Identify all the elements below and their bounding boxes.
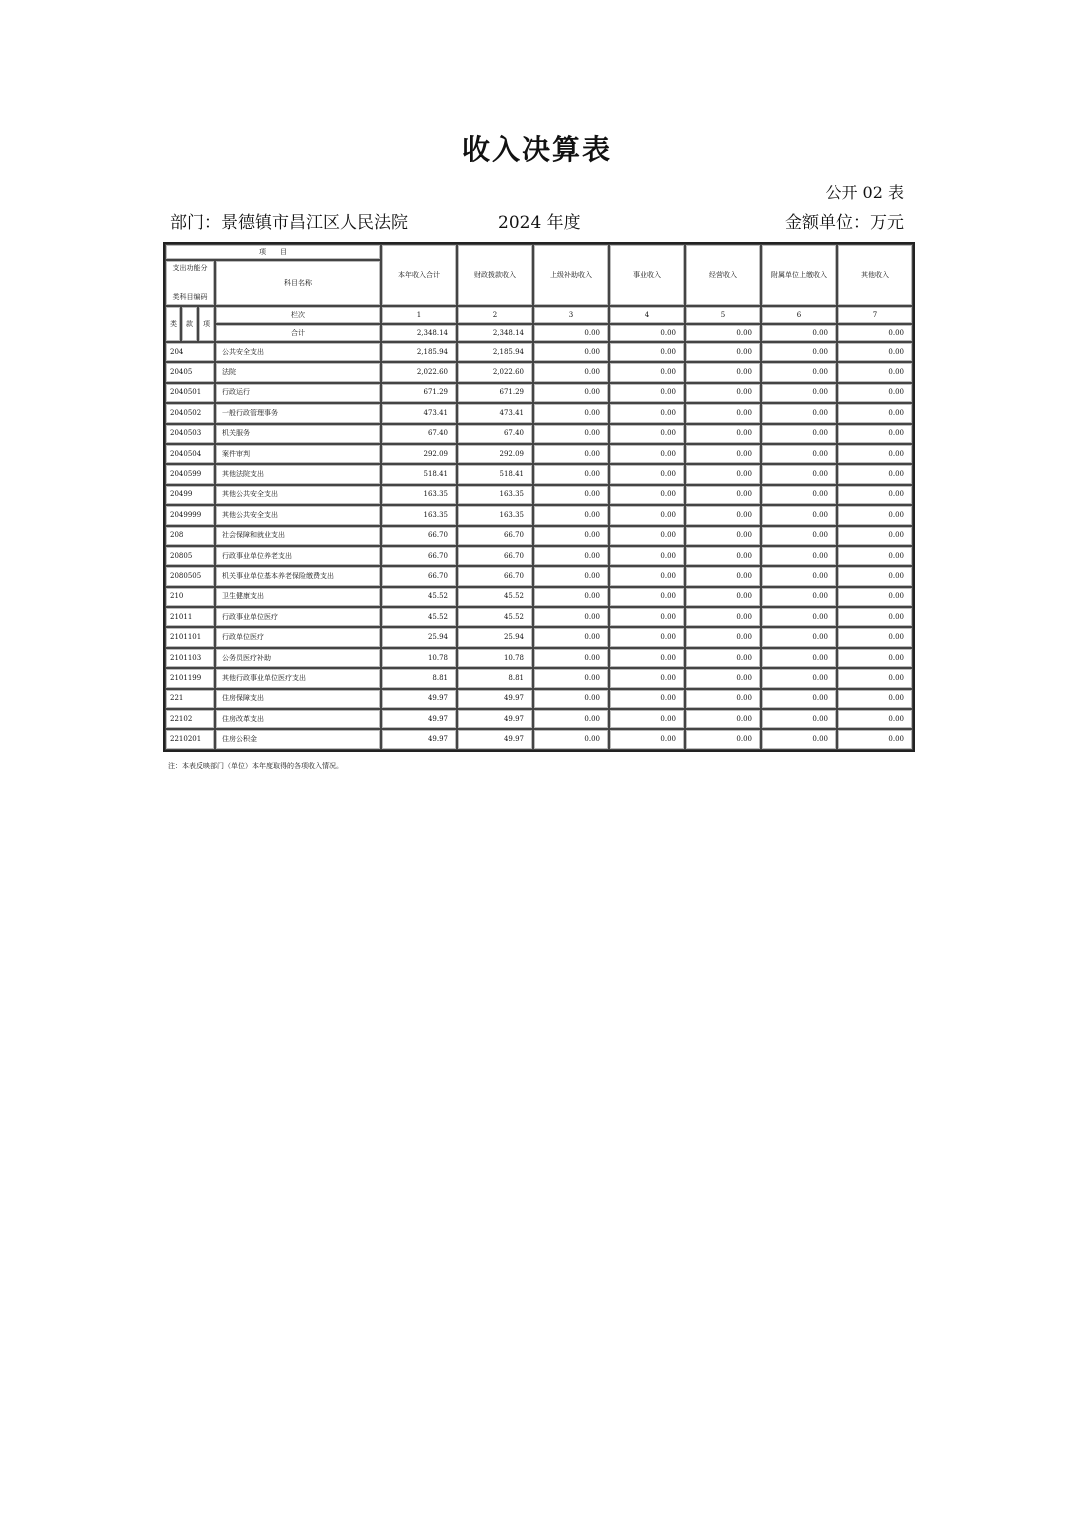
table-row [165,729,913,749]
amount-cell: 0.00 [685,505,761,525]
subject-code: 204 [165,342,215,362]
subject-name: 案件审判 [215,444,381,464]
header-item: 项 目 [165,244,381,260]
amount-cell: 0.00 [533,403,609,423]
amount-cell: 45.52 [457,607,533,627]
amount-cell: 0.00 [685,648,761,668]
subject-code: 2101101 [165,627,215,647]
table-row [165,668,913,688]
amount-cell: 0.00 [609,587,685,607]
amount-cell: 45.52 [381,607,457,627]
subject-name: 法院 [215,362,381,382]
amount-cell: 0.00 [533,587,609,607]
amount-cell: 163.35 [381,485,457,505]
header-col-3: 上级补助收入 [533,244,609,306]
col-number-7: 7 [837,306,913,324]
table-row [165,403,913,423]
amount-cell: 0.00 [685,362,761,382]
amount-cell: 0.00 [685,464,761,484]
subject-code: 20405 [165,362,215,382]
col-number-6: 6 [761,306,837,324]
amount-cell: 0.00 [837,464,913,484]
amount-cell: 0.00 [685,607,761,627]
subject-name: 其他法院支出 [215,464,381,484]
subject-code: 2040501 [165,383,215,403]
subject-code: 2101103 [165,648,215,668]
header-col-1: 本年收入合计 [381,244,457,306]
table-row [165,526,913,546]
subject-code: 208 [165,526,215,546]
fiscal-year: 2024 年度 [498,213,581,233]
amount-cell: 0.00 [533,607,609,627]
amount-cell: 292.09 [381,444,457,464]
amount-cell: 0.00 [761,505,837,525]
amount-cell: 0.00 [685,383,761,403]
amount-cell: 0.00 [685,668,761,688]
col-number-4: 4 [609,306,685,324]
amount-cell: 0.00 [761,709,837,729]
amount-cell: 0.00 [685,566,761,586]
total-value: 0.00 [837,324,913,342]
subject-code: 20499 [165,485,215,505]
table-row [165,485,913,505]
total-value: 0.00 [533,324,609,342]
amount-cell: 0.00 [761,424,837,444]
amount-cell: 0.00 [609,729,685,749]
subject-name: 住房保障支出 [215,689,381,709]
amount-cell: 0.00 [761,607,837,627]
amount-cell: 0.00 [533,729,609,749]
amount-cell: 0.00 [837,526,913,546]
amount-cell: 10.78 [381,648,457,668]
amount-cell: 0.00 [609,485,685,505]
amount-cell: 473.41 [381,403,457,423]
subject-name: 其他公共安全支出 [215,485,381,505]
amount-cell: 518.41 [381,464,457,484]
amount-cell: 0.00 [761,627,837,647]
header-col-5: 经营收入 [685,244,761,306]
total-label: 合计 [215,324,381,342]
total-value: 2,348.14 [457,324,533,342]
subject-name: 行政单位医疗 [215,627,381,647]
table-row [165,342,913,362]
amount-cell: 49.97 [381,729,457,749]
amount-cell: 0.00 [533,342,609,362]
table-row [165,587,913,607]
subject-name: 住房公积金 [215,729,381,749]
amount-cell: 25.94 [381,627,457,647]
amount-cell: 49.97 [457,729,533,749]
amount-cell: 163.35 [381,505,457,525]
amount-cell: 0.00 [533,444,609,464]
amount-cell: 66.70 [457,546,533,566]
amount-cell: 66.70 [381,546,457,566]
subject-name: 公务员医疗补助 [215,648,381,668]
amount-cell: 0.00 [685,424,761,444]
amount-cell: 0.00 [837,648,913,668]
amount-cell: 0.00 [685,587,761,607]
amount-cell: 0.00 [685,526,761,546]
subject-name: 行政运行 [215,383,381,403]
table-row [165,546,913,566]
amount-cell: 25.94 [457,627,533,647]
amount-cell: 0.00 [837,362,913,382]
amount-cell: 0.00 [761,648,837,668]
table-row [165,566,913,586]
subject-code: 210 [165,587,215,607]
amount-cell: 0.00 [609,383,685,403]
amount-cell: 0.00 [837,424,913,444]
amount-cell: 0.00 [761,546,837,566]
subject-name: 住房改革支出 [215,709,381,729]
amount-cell: 0.00 [609,464,685,484]
amount-cell: 0.00 [837,342,913,362]
amount-cell: 0.00 [609,444,685,464]
amount-cell: 0.00 [761,729,837,749]
amount-cell: 0.00 [837,668,913,688]
amount-cell: 0.00 [837,383,913,403]
subject-name: 一般行政管理事务 [215,403,381,423]
amount-cell: 671.29 [381,383,457,403]
amount-cell: 66.70 [381,526,457,546]
amount-cell: 0.00 [533,689,609,709]
amount-cell: 0.00 [761,485,837,505]
amount-cell: 0.00 [685,709,761,729]
header-func-class [165,260,215,306]
amount-cell: 2,185.94 [381,342,457,362]
header-xiang: 项 [198,306,215,342]
amount-cell: 45.52 [381,587,457,607]
table-row [165,444,913,464]
subject-name: 卫生健康支出 [215,587,381,607]
income-table [163,242,915,752]
amount-cell: 0.00 [761,403,837,423]
subject-name: 社会保障和就业支出 [215,526,381,546]
total-value: 0.00 [685,324,761,342]
subject-code: 2210201 [165,729,215,749]
amount-cell: 10.78 [457,648,533,668]
table-row [165,505,913,525]
amount-cell: 0.00 [837,689,913,709]
subject-name: 机关事业单位基本养老保险缴费支出 [215,566,381,586]
amount-cell: 0.00 [533,627,609,647]
amount-cell: 0.00 [761,342,837,362]
amount-cell: 0.00 [761,444,837,464]
amount-cell: 0.00 [761,362,837,382]
subject-name: 公共安全支出 [215,342,381,362]
amount-cell: 0.00 [685,546,761,566]
table-row [165,689,913,709]
table-row [165,648,913,668]
page-title: 收入决算表 [461,133,612,166]
subject-code: 2080505 [165,566,215,586]
header-kuan: 款 [181,306,198,342]
amount-cell: 0.00 [609,607,685,627]
amount-cell: 0.00 [609,526,685,546]
amount-cell: 0.00 [685,403,761,423]
table-row [165,424,913,444]
amount-cell: 49.97 [381,709,457,729]
header-row-label: 栏次 [215,306,381,324]
subject-name: 行政事业单位医疗 [215,607,381,627]
amount-cell: 0.00 [609,627,685,647]
form-number: 公开 02 表 [825,183,904,202]
subject-code: 21011 [165,607,215,627]
amount-cell: 0.00 [609,546,685,566]
amount-cell: 0.00 [609,342,685,362]
amount-cell: 49.97 [381,689,457,709]
col-number-3: 3 [533,306,609,324]
header-col-4: 事业收入 [609,244,685,306]
amount-cell: 0.00 [609,362,685,382]
amount-cell: 0.00 [609,709,685,729]
amount-cell: 0.00 [837,709,913,729]
amount-cell: 0.00 [685,485,761,505]
amount-cell: 0.00 [609,403,685,423]
total-value: 0.00 [609,324,685,342]
subject-code: 2040504 [165,444,215,464]
total-value: 2,348.14 [381,324,457,342]
amount-cell: 0.00 [533,668,609,688]
amount-cell: 2,185.94 [457,342,533,362]
amount-cell: 0.00 [533,505,609,525]
table-note: 注：本表反映部门（单位）本年度取得的各项收入情况。 [168,762,343,770]
amount-cell: 2,022.60 [457,362,533,382]
amount-cell: 0.00 [533,648,609,668]
amount-cell: 0.00 [685,689,761,709]
subject-code: 2040502 [165,403,215,423]
amount-unit: 金额单位：万元 [785,213,904,233]
header-col-2: 财政拨款收入 [457,244,533,306]
amount-cell: 0.00 [533,383,609,403]
amount-cell: 0.00 [685,342,761,362]
table-row [165,607,913,627]
amount-cell: 67.40 [381,424,457,444]
subject-code: 22102 [165,709,215,729]
amount-cell: 0.00 [609,505,685,525]
amount-cell: 518.41 [457,464,533,484]
amount-cell: 0.00 [837,566,913,586]
amount-cell: 0.00 [685,627,761,647]
amount-cell: 0.00 [837,587,913,607]
amount-cell: 0.00 [837,444,913,464]
amount-cell: 0.00 [761,668,837,688]
amount-cell: 8.81 [381,668,457,688]
amount-cell: 0.00 [533,709,609,729]
amount-cell: 0.00 [609,566,685,586]
amount-cell: 0.00 [685,444,761,464]
amount-cell: 0.00 [533,424,609,444]
amount-cell: 67.40 [457,424,533,444]
amount-cell: 49.97 [457,689,533,709]
table-row [165,709,913,729]
subject-name: 其他行政事业单位医疗支出 [215,668,381,688]
total-row [165,324,913,342]
amount-cell: 45.52 [457,587,533,607]
amount-cell: 0.00 [761,689,837,709]
subject-name: 行政事业单位养老支出 [215,546,381,566]
subject-code: 20805 [165,546,215,566]
amount-cell: 0.00 [533,546,609,566]
subject-code: 221 [165,689,215,709]
amount-cell: 0.00 [761,587,837,607]
amount-cell: 0.00 [761,566,837,586]
subject-name: 机关服务 [215,424,381,444]
amount-cell: 0.00 [609,668,685,688]
table-row [165,383,913,403]
amount-cell: 0.00 [837,505,913,525]
amount-cell: 66.70 [457,526,533,546]
amount-cell: 49.97 [457,709,533,729]
col-number-5: 5 [685,306,761,324]
header-func-class-line2: 类科目编码 [172,293,208,301]
amount-cell: 0.00 [761,526,837,546]
amount-cell: 0.00 [609,648,685,668]
header-subject-name: 科目名称 [215,260,381,306]
amount-cell: 163.35 [457,485,533,505]
amount-cell: 66.70 [381,566,457,586]
amount-cell: 0.00 [533,362,609,382]
table-row [165,362,913,382]
amount-cell: 0.00 [837,627,913,647]
amount-cell: 66.70 [457,566,533,586]
header-lei: 类 [165,306,181,342]
amount-cell: 0.00 [761,383,837,403]
table-row [165,464,913,484]
col-number-1: 1 [381,306,457,324]
amount-cell: 0.00 [837,546,913,566]
amount-cell: 0.00 [837,485,913,505]
amount-cell: 0.00 [609,424,685,444]
subject-code: 2040599 [165,464,215,484]
header-func-class-line1: 支出功能分 [172,264,208,272]
amount-cell: 8.81 [457,668,533,688]
department-label: 部门：景德镇市昌江区人民法院 [170,213,408,233]
amount-cell: 0.00 [837,607,913,627]
header-col-7: 其他收入 [837,244,913,306]
amount-cell: 0.00 [533,464,609,484]
amount-cell: 292.09 [457,444,533,464]
subject-code: 2049999 [165,505,215,525]
amount-cell: 0.00 [533,526,609,546]
table-row [165,627,913,647]
subject-code: 2040503 [165,424,215,444]
amount-cell: 0.00 [533,566,609,586]
subject-code: 2101199 [165,668,215,688]
amount-cell: 0.00 [533,485,609,505]
amount-cell: 163.35 [457,505,533,525]
col-number-2: 2 [457,306,533,324]
amount-cell: 0.00 [837,729,913,749]
amount-cell: 0.00 [685,729,761,749]
amount-cell: 2,022.60 [381,362,457,382]
subject-name: 其他公共安全支出 [215,505,381,525]
amount-cell: 0.00 [761,464,837,484]
amount-cell: 671.29 [457,383,533,403]
amount-cell: 0.00 [837,403,913,423]
amount-cell: 0.00 [609,689,685,709]
amount-cell: 473.41 [457,403,533,423]
total-value: 0.00 [761,324,837,342]
header-col-6: 附属单位上缴收入 [761,244,837,306]
